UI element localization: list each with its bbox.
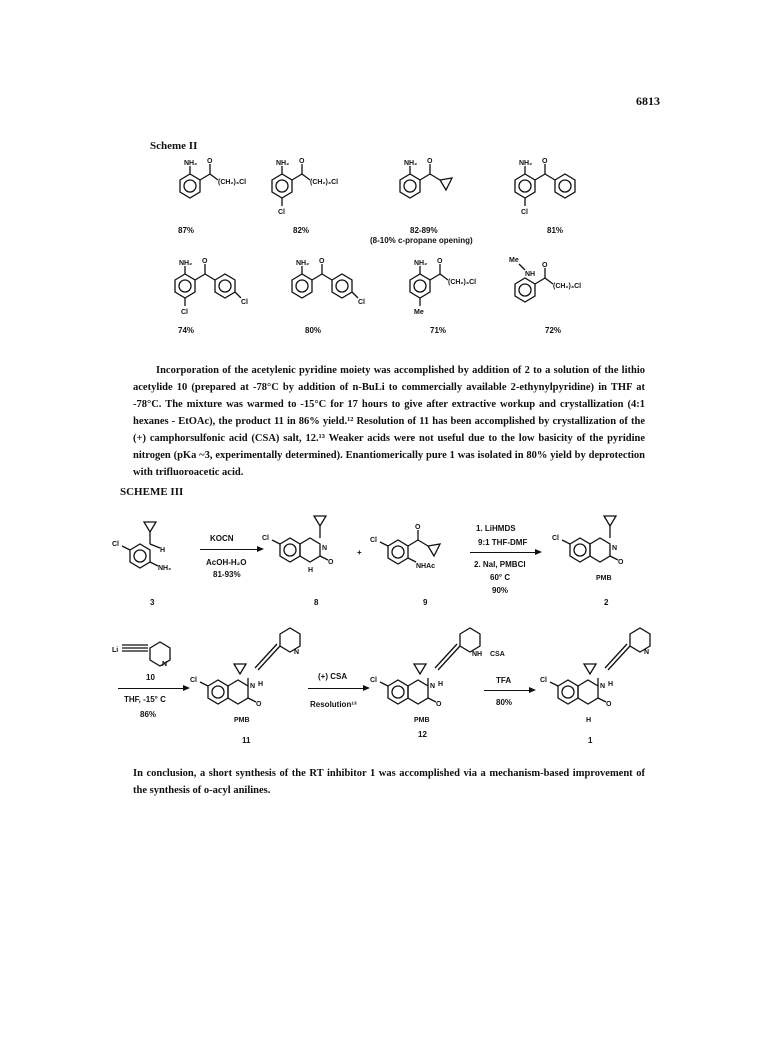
svg-text:PMB: PMB [414, 717, 430, 724]
compound-11-structure [190, 624, 318, 734]
yield-note: (8-10% c-propane opening) [370, 236, 473, 245]
svg-text:Cl: Cl [112, 541, 119, 548]
step3-reagent: 10 [146, 673, 155, 682]
scheme3-title: SCHEME III [120, 486, 184, 498]
reaction-arrow [118, 688, 188, 689]
svg-text:NH₂: NH₂ [519, 160, 533, 167]
svg-text:NHAc: NHAc [416, 563, 436, 570]
svg-text:O: O [542, 158, 548, 165]
svg-text:O: O [319, 258, 325, 265]
svg-text:(CH₂)₃Cl: (CH₂)₃Cl [553, 283, 582, 290]
svg-text:PMB: PMB [596, 575, 612, 582]
compound-1-structure [540, 624, 668, 734]
compound-label-9: 9 [423, 598, 428, 607]
reaction-arrow [308, 688, 368, 689]
yield-label: 82-89% [410, 226, 438, 235]
svg-text:O: O [427, 158, 433, 165]
compound-label-12: 12 [418, 730, 427, 739]
svg-text:H: H [586, 717, 592, 724]
svg-text:N: N [430, 683, 436, 690]
step5-yield: 80% [496, 698, 513, 707]
svg-text:NH: NH [472, 651, 483, 658]
reaction-arrow [200, 549, 262, 550]
svg-text:(CH₂)₃Cl: (CH₂)₃Cl [448, 279, 477, 286]
compound-2-structure [552, 508, 660, 598]
svg-text:NH₂: NH₂ [179, 260, 193, 267]
step2-line4: 60° C [490, 573, 511, 582]
scheme2-compound-4 [505, 158, 595, 224]
reaction-arrow [470, 552, 540, 553]
svg-text:Cl: Cl [190, 677, 197, 684]
scheme2-compound-1 [170, 158, 250, 218]
compound-label-2: 2 [604, 598, 609, 607]
svg-text:Li: Li [112, 647, 119, 654]
svg-text:N: N [600, 683, 606, 690]
compound-label-1: 1 [588, 736, 593, 745]
reaction-arrow [484, 690, 534, 691]
svg-text:H: H [608, 681, 614, 688]
svg-text:O: O [618, 559, 624, 566]
svg-text:Cl: Cl [181, 309, 188, 316]
svg-text:NH₂: NH₂ [276, 160, 290, 167]
scheme2-compound-6 [282, 258, 392, 318]
compound-8-structure [262, 508, 360, 598]
svg-text:Cl: Cl [370, 677, 377, 684]
svg-text:N: N [612, 545, 618, 552]
scheme2-compound-8 [505, 250, 605, 318]
svg-text:N: N [644, 649, 650, 656]
step1-yield: 81-93% [213, 570, 241, 579]
yield-label: 87% [178, 226, 195, 235]
svg-text:NH₂: NH₂ [414, 260, 428, 267]
svg-text:NH₂: NH₂ [404, 160, 418, 167]
svg-text:H: H [160, 547, 166, 554]
svg-text:Me: Me [414, 309, 424, 316]
svg-text:N: N [322, 545, 328, 552]
svg-text:Cl: Cl [262, 535, 269, 542]
svg-text:NH₂: NH₂ [158, 565, 172, 572]
scheme2-compound-3 [390, 158, 470, 218]
step1-solvent: AcOH-H₂O [206, 558, 247, 567]
svg-text:Cl: Cl [241, 299, 248, 306]
svg-text:O: O [207, 158, 213, 165]
svg-text:H: H [258, 681, 264, 688]
svg-text:N: N [162, 661, 168, 668]
svg-text:CSA: CSA [490, 651, 505, 658]
compound-9-structure [370, 520, 468, 590]
yield-label: 81% [547, 226, 564, 235]
step4-reagent: (+) CSA [318, 672, 348, 681]
svg-text:O: O [328, 559, 334, 566]
compound-label-8: 8 [314, 598, 319, 607]
svg-text:H: H [308, 567, 314, 574]
step5-reagent: TFA [496, 676, 512, 685]
compound-12-structure [370, 624, 508, 734]
svg-text:NH: NH [525, 271, 536, 278]
svg-text:(CH₂)₃Cl: (CH₂)₃Cl [218, 179, 247, 186]
step3-yield: 86% [140, 710, 157, 719]
body-paragraph-1: Incorporation of the acetylenic pyridine moiety was accomplished by addition of 2 to a solution of the lithio acetylide 10 (prepared at -78°C by addition of n-BuLi to commercially available 2-ethynylpyridine) in THF at -78°C. The mixture was warmed to -15°C for 17 hours to give after extractive workup and crystallization (4:1 hexanes - EtOAc), the product 11 in 86% yield.¹² Resolution of 11 has been accomplished by crystallization of the (+) camphorsulfonic acid (CSA) salt, 12.¹³ Weaker acids were not useful due to the low basicity of the pyridine nitrogen (pKa ~3, experimentally determined). Enantiomerically pure 1 was isolated in 80% yield by deprotection with trifluoroacetic acid. [133, 365, 645, 478]
yield-label: 71% [430, 326, 447, 335]
body-paragraph-2: In conclusion, a short synthesis of the RT inhibitor 1 was accomplished via a mechanism-based improvement of the synthesis of o-acyl anilines. [133, 768, 645, 796]
svg-text:O: O [436, 701, 442, 708]
svg-text:O: O [606, 701, 612, 708]
step4-cond: Resolution¹³ [310, 700, 357, 709]
step2-line1: 1. LiHMDS [476, 524, 516, 533]
yield-label: 72% [545, 326, 562, 335]
compound-3-structure [112, 510, 198, 590]
svg-text:Cl: Cl [358, 299, 365, 306]
svg-text:H: H [438, 681, 444, 688]
page-number: 6813 [636, 94, 660, 108]
svg-text:O: O [437, 258, 443, 265]
svg-text:Cl: Cl [552, 535, 559, 542]
svg-text:Cl: Cl [540, 677, 547, 684]
scheme2-compound-2 [262, 158, 342, 224]
svg-text:O: O [202, 258, 208, 265]
yield-label: 82% [293, 226, 310, 235]
step1-reagent: KOCN [210, 534, 234, 543]
svg-text:NH₂: NH₂ [296, 260, 310, 267]
yield-label: 74% [178, 326, 195, 335]
svg-text:N: N [294, 649, 300, 656]
scheme2-title: Scheme II [150, 140, 198, 152]
plus-sign: + [357, 548, 362, 557]
svg-text:(CH₂)₃Cl: (CH₂)₃Cl [310, 179, 339, 186]
yield-label: 80% [305, 326, 322, 335]
svg-text:PMB: PMB [234, 717, 250, 724]
svg-text:O: O [415, 524, 421, 531]
svg-text:O: O [256, 701, 262, 708]
svg-text:Cl: Cl [278, 209, 285, 216]
step2-yield: 90% [492, 586, 509, 595]
svg-text:Me: Me [509, 257, 519, 264]
scheme2-compound-5 [165, 258, 275, 324]
svg-text:Cl: Cl [370, 537, 377, 544]
compound-label-11: 11 [242, 736, 251, 745]
compound-label-3: 3 [150, 598, 155, 607]
svg-text:NH₂: NH₂ [184, 160, 198, 167]
svg-text:N: N [250, 683, 256, 690]
svg-text:Cl: Cl [521, 209, 528, 216]
step2-line3: 2. NaI, PMBCl [474, 560, 526, 569]
step2-line2: 9:1 THF-DMF [478, 538, 528, 547]
svg-text:O: O [299, 158, 305, 165]
step3-cond: THF, -15° C [124, 695, 166, 704]
svg-text:O: O [542, 262, 548, 269]
scheme2-compound-7 [400, 258, 490, 324]
